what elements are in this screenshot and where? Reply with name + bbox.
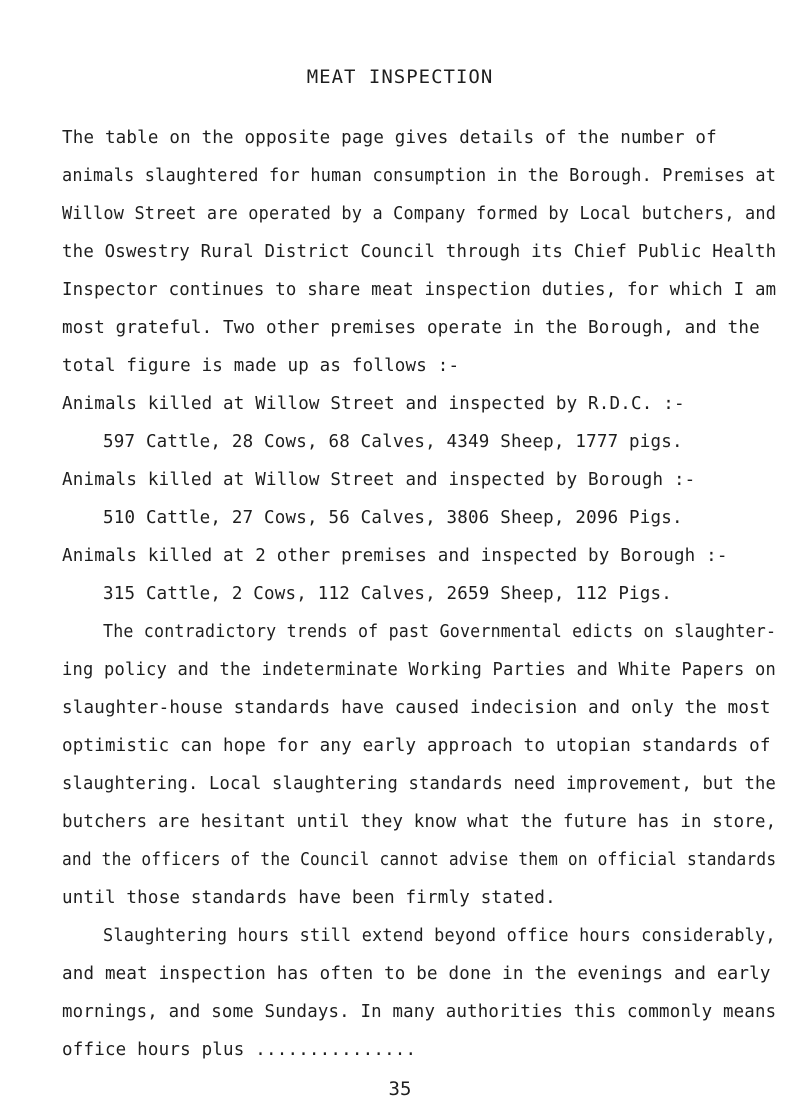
text-line: Willow Street are operated by a Company formed by Local butchers, and (62, 204, 777, 224)
text-line: slaughter-house standards have caused indecision and only the most (62, 698, 771, 718)
text-line: mornings, and some Sundays. In many authorities this commonly means (62, 1002, 777, 1022)
text-line: The table on the opposite page gives details of the number of (62, 128, 717, 148)
text-line: Slaughtering hours still extend beyond office hours considerably, (103, 926, 776, 946)
text-line: The contradictory trends of past Governmental edicts on slaughter- (103, 622, 777, 642)
text-line: ing policy and the indeterminate Working Parties and White Papers on (62, 660, 776, 680)
text-line: and meat inspection has often to be done in the evenings and early (62, 964, 771, 984)
text-line: butchers are hesitant until they know what the future has in store, (62, 812, 777, 832)
text-line: Animals killed at 2 other premises and inspected by Borough :- (62, 546, 728, 566)
text-line: optimistic can hope for any early approach to utopian standards of (62, 736, 771, 756)
text-line: Animals killed at Willow Street and inspected by R.D.C. :- (62, 394, 685, 414)
text-line: Animals killed at Willow Street and inspected by Borough :- (62, 470, 696, 490)
text-line: most grateful. Two other premises operate in the Borough, and the (62, 318, 760, 338)
page-number: 35 (388, 1078, 412, 1100)
text-line: Inspector continues to share meat inspection duties, for which I am (62, 280, 777, 300)
page-title: MEAT INSPECTION (306, 66, 494, 88)
text-line: office hours plus ............... (62, 1040, 417, 1060)
text-line: 597 Cattle, 28 Cows, 68 Calves, 4349 Sheep, 1777 pigs. (103, 432, 683, 452)
text-line: the Oswestry Rural District Council through its Chief Public Health (62, 242, 777, 262)
text-line: and the officers of the Council cannot advise them on official standards (62, 850, 777, 870)
text-line: total figure is made up as follows :- (62, 356, 460, 376)
text-line: until those standards have been firmly stated. (62, 888, 556, 908)
text-line: slaughtering. Local slaughtering standards need improvement, but the (62, 774, 776, 794)
text-line: 510 Cattle, 27 Cows, 56 Calves, 3806 Sheep, 2096 Pigs. (103, 508, 683, 528)
text-line: animals slaughtered for human consumption in the Borough. Premises at (62, 166, 777, 186)
text-line: 315 Cattle, 2 Cows, 112 Calves, 2659 Sheep, 112 Pigs. (103, 584, 673, 604)
